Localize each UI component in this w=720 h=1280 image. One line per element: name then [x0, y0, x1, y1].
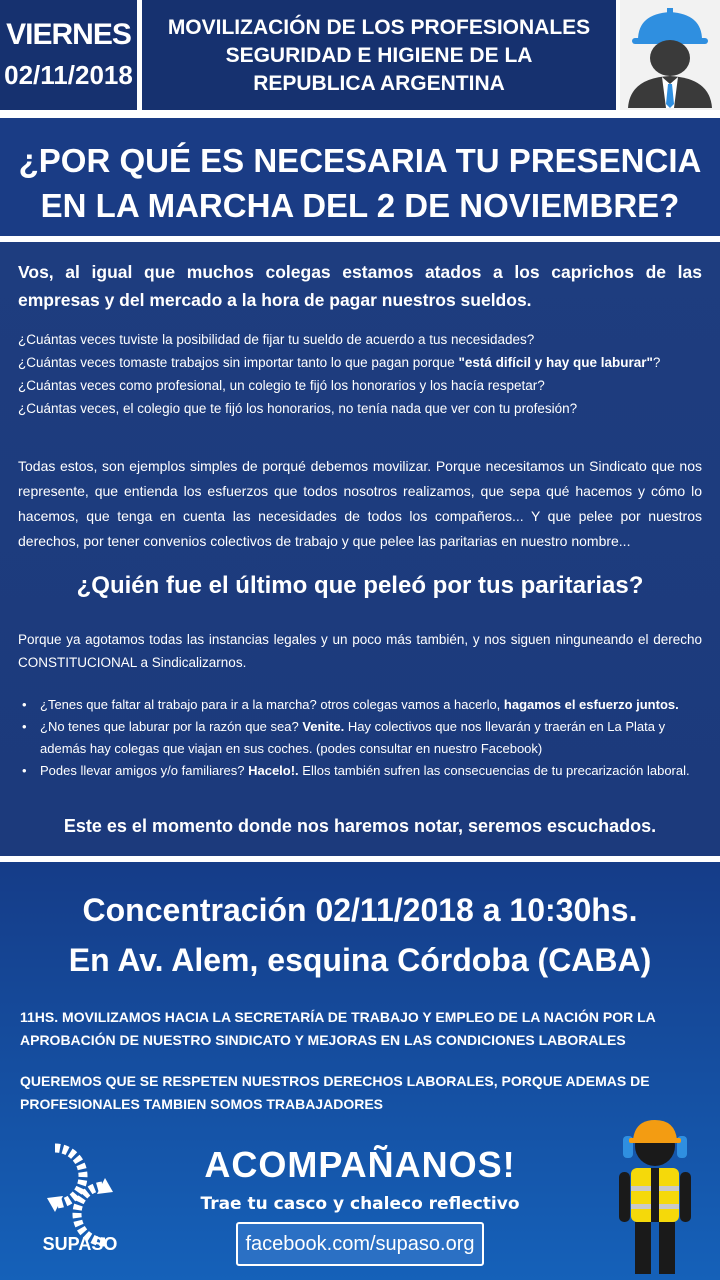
paragraph: Todas estos, son ejemplos simples de porqué debemos movilizar. Porque necesitamos un Sindicato que nos represente, que entienda los esfuerzos que todos nosotros realizamos, que sepa qué hacemos y cómo lo hacemos, que tenga en cuenta las necesidades de todos los compañeros... Y que pelee por nuestros derechos, por tener convenios colectivos de trabajo y que pelee las paritarias en nuestro nombre... [18, 458, 702, 549]
bullet-dot: • [22, 719, 27, 734]
engineer-avatar-icon [620, 0, 720, 110]
lead-text: Vos, al igual que muchos colegas estamos atados a los caprichos de las empresas y del mercado a la hora de pagar nuestros sueldos. [18, 262, 702, 310]
bullet-text: ¿No tenes que laburar por la razón que sea? [40, 719, 303, 734]
bullet-list [18, 694, 702, 782]
bullet-emphasis: Venite. [302, 719, 345, 734]
header-title [142, 14, 616, 98]
bullet-text: Hay colectivos que nos llevarán y traerán en La Plata y además hay colegas que viajan en sus coches. (podes consultar en nuestro Facebook) [40, 719, 666, 756]
paragraph-2: Porque ya agotamos todas las instancias legales y un poco más también, y nos siguen ninguneando el derecho CONSTITUCIONAL a Sindicalizarnos. [18, 632, 702, 670]
question-text: ? [652, 355, 661, 370]
bottom-panel [0, 862, 720, 1280]
header [0, 0, 720, 110]
question-line-2: EN LA MARCHA DEL 2 DE NOVIEMBRE? [40, 187, 680, 224]
bullet-text: Ellos también sufren las consecuencias de tu precarización laboral. [298, 763, 690, 778]
body-panel [0, 242, 720, 856]
question-item: ¿Cuántas veces como profesional, un colegio te fijó los honorarios y los hacía respetar? [18, 378, 545, 393]
worker-figure-icon [605, 1116, 705, 1276]
bullet-emphasis: hagamos el esfuerzo juntos. [503, 697, 679, 712]
bullet-item [18, 760, 702, 782]
date-number: 02/11/2018 [4, 60, 133, 90]
concentration-heading: Concentración 02/11/2018 a 10:30hs. [82, 892, 638, 928]
march-info: 11HS. MOVILIZAMOS HACIA LA SECRETARÍA DE TRABAJO Y EMPLEO DE LA NACIÓN POR LA APROBACIÓN DE NUESTRO SINDICATO Y MEJORAS EN LAS CONDICIONES LABORALES [20, 1009, 656, 1048]
header-title-line-3: REPUBLICA ARGENTINA [253, 72, 505, 95]
bullet-dot: • [22, 697, 27, 712]
bullet-text: Podes llevar amigos y/o familiares? [40, 763, 249, 778]
question-item: ¿Cuántas veces tuviste la posibilidad de fijar tu sueldo de acuerdo a tus necesidades? [18, 332, 535, 347]
engineer-avatar-box [620, 0, 720, 110]
subheading: ¿Quién fue el último que peleó por tus paritarias? [76, 572, 644, 599]
location-heading: En Av. Alem, esquina Córdoba (CABA) [68, 942, 652, 978]
call-to-action: ACOMPAÑANOS! [204, 1144, 516, 1185]
question-line-1: ¿POR QUÉ ES NECESARIA TU PRESENCIA [18, 142, 702, 179]
question-text: ¿Cuántas veces tomaste trabajos sin importar tanto lo que pagan porque [18, 355, 459, 370]
logo-text: SUPASO [42, 1234, 118, 1254]
question-item: ¿Cuántas veces, el colegio que te fijó los honorarios, no tenía nada que ver con tu profesión? [18, 401, 578, 416]
closing-statement: Este es el momento donde nos haremos notar, seremos escuchados. [63, 816, 657, 836]
facebook-link[interactable]: facebook.com/supaso.org [236, 1222, 484, 1266]
rights-statement: QUEREMOS QUE SE RESPETEN NUESTROS DERECHOS LABORALES, PORQUE ADEMAS DE PROFESIONALES TAMBIEN SOMOS TRABAJADORES [20, 1073, 650, 1112]
question-banner [0, 118, 720, 236]
bullet-item [18, 716, 702, 760]
call-to-action-sub: Trae tu casco y chaleco reflectivo [200, 1194, 520, 1214]
bullet-dot: • [22, 763, 27, 778]
question-list [18, 328, 702, 420]
date-day: VIERNES [6, 18, 131, 51]
header-title-line-1: MOVILIZACIÓN DE LOS PROFESIONALES [167, 16, 591, 39]
bullet-emphasis: Hacelo!. [248, 763, 299, 778]
question-item [18, 351, 702, 374]
header-title-line-2: SEGURIDAD E HIGIENE DE LA [225, 44, 533, 67]
question-heading [0, 138, 720, 228]
date-box [0, 0, 137, 110]
bullet-item [18, 694, 702, 716]
question-emphasis: "está difícil y hay que laburar" [458, 355, 653, 370]
bullet-text: ¿Tenes que faltar al trabajo para ir a la marcha? otros colegas vamos a hacerlo, [40, 697, 504, 712]
header-title-box [142, 0, 616, 110]
